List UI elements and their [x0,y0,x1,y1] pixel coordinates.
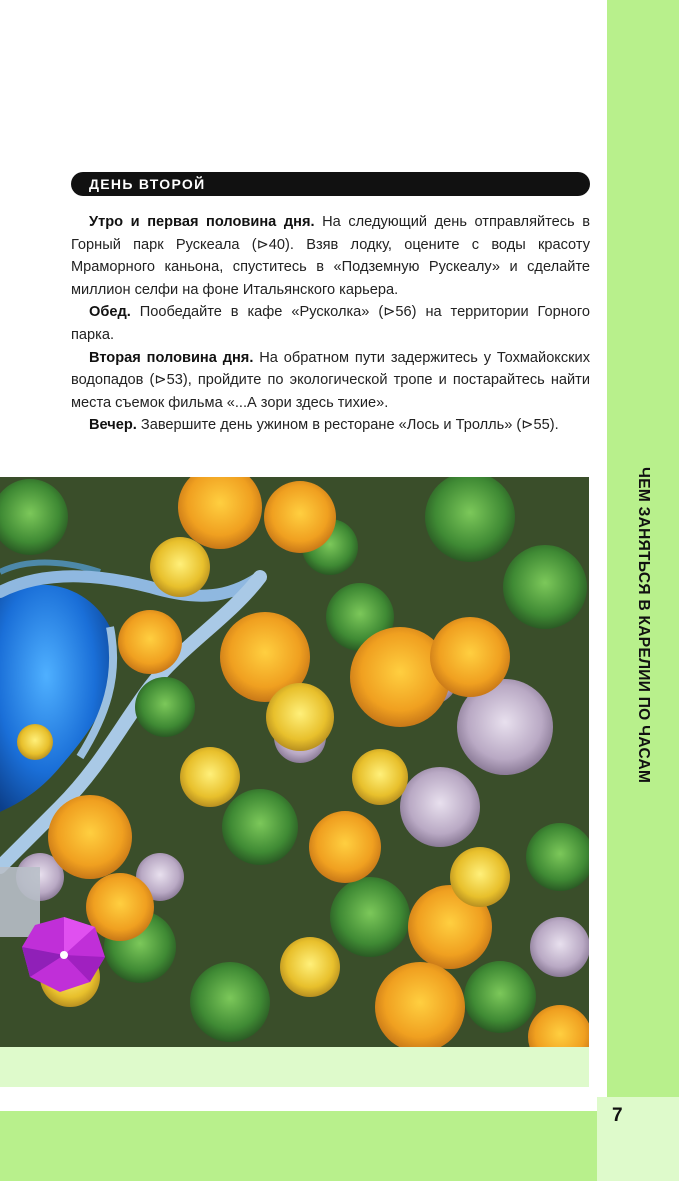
paragraph-morning [71,211,590,301]
page-number: 7 [612,1105,623,1126]
paragraph-afternoon [71,347,590,415]
paragraph-label: Обед. [89,304,131,321]
paragraph-lunch [71,301,590,346]
paragraph-label: Вечер. [89,417,137,434]
paragraph-body: На следующий день отправляйтесь в Горный парк Рускеала (⊳40). Взяв лодку, оцените с воды красоту Мраморного каньона, спуститесь в «Подземную Рускеалу» и сделайте миллион селфи на фоне Итальянского карьера. [71,214,590,298]
section-header [71,172,590,196]
paragraph-evening [71,414,590,437]
itinerary-text [71,211,590,437]
autumn-forest-aerial-photo [0,477,589,1047]
sidebar-title-text: ЧЕМ ЗАНЯТЬСЯ В КАРЕЛИИ ПО ЧАСАМ [635,466,652,784]
light-green-band [0,1047,589,1087]
green-footer-band [0,1111,597,1181]
paragraph-body: Завершите день ужином в ресторане «Лось и Тролль» (⊳55). [136,417,559,434]
section-header-text: ДЕНЬ ВТОРОЙ [89,176,206,192]
page-number-box [597,1097,679,1181]
paragraph-label: Вторая половина дня. [89,349,254,366]
paragraph-body: На обратном пути задержитесь у Тохмайокских водопадов (⊳53), пройдите по экологической тропе и постарайтесь найти места съемок фильма «...А зори здесь тихие». [71,349,590,411]
sidebar-chapter-title [607,466,679,784]
paragraph-label: Утро и первая половина дня. [89,214,315,230]
paragraph-body: Пообедайте в кафе «Русколка» (⊳56) на территории Горного парка. [71,304,590,343]
